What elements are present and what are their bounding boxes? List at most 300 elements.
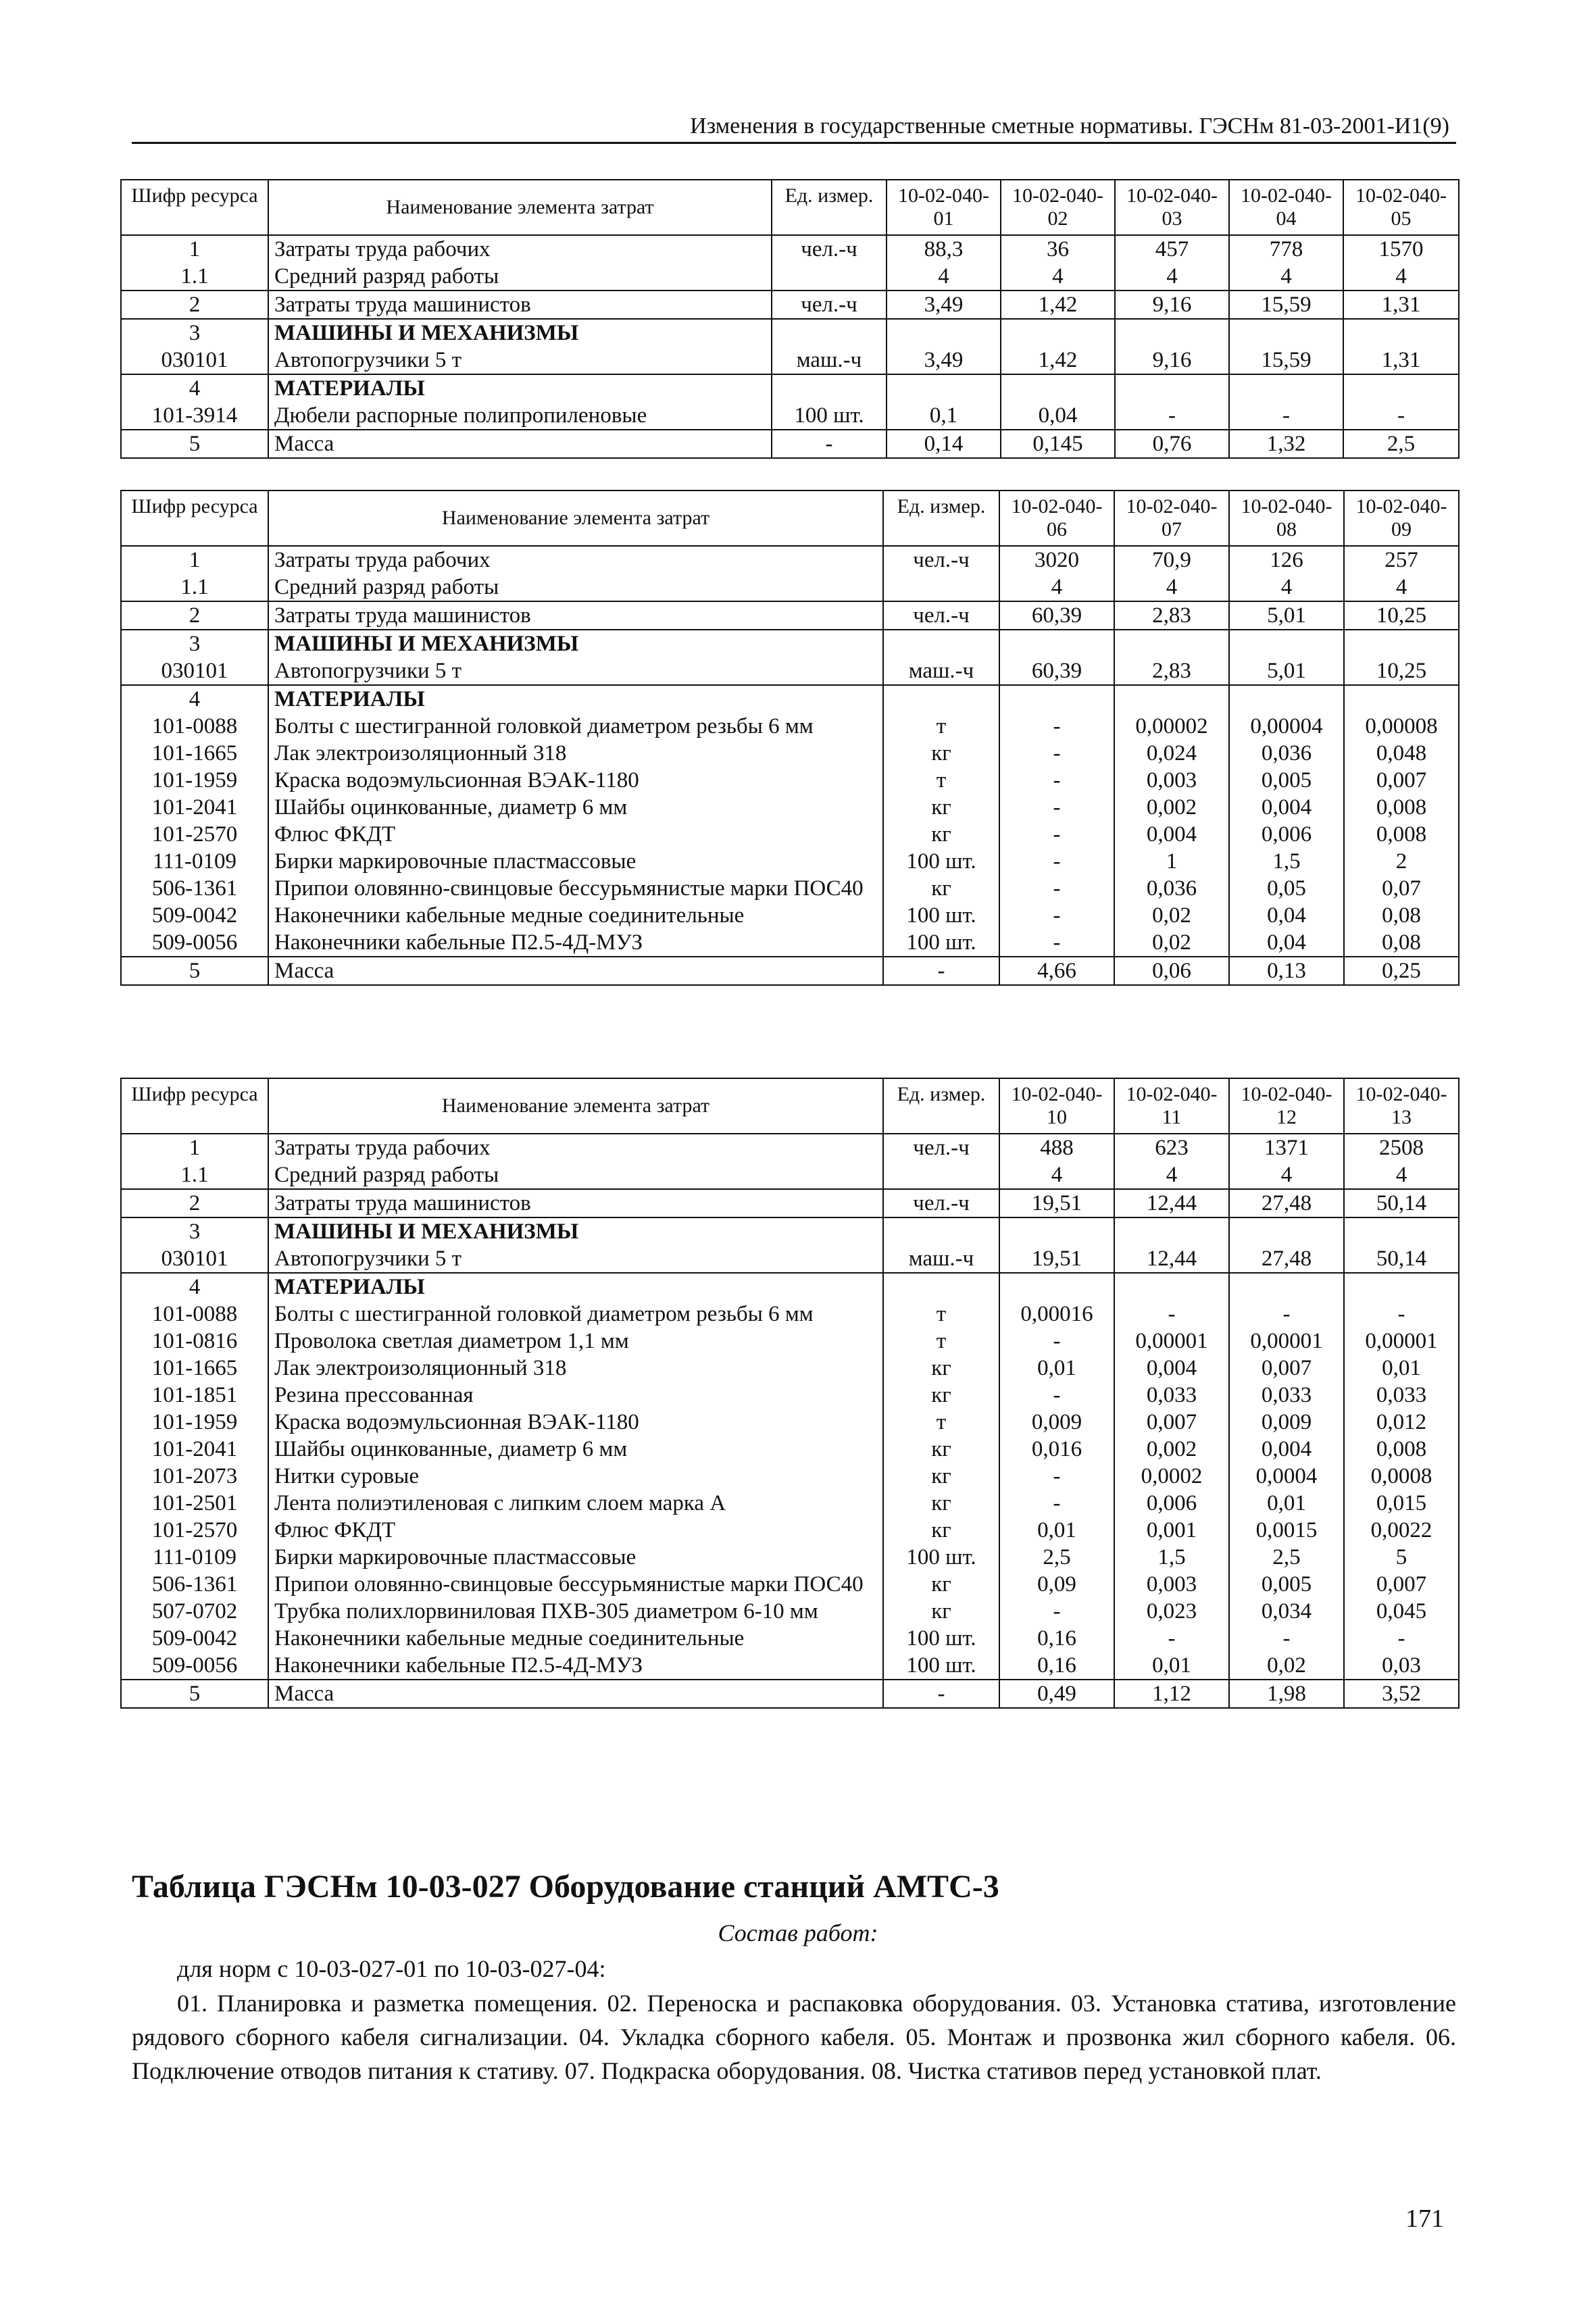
header-norm-code: 10-02-040-02 [1001,180,1115,235]
value-cell: 60,39 [999,657,1114,685]
value-cell: 0,06 [1114,957,1229,985]
value-cell: - [999,848,1114,875]
value-cell: 0,008 [1344,1436,1459,1463]
header-name: Наименование элемента затрат [268,180,772,235]
resource-name: Шайбы оцинкованные, диаметр 6 мм [268,1436,883,1463]
value-cell: 4 [1344,1161,1459,1189]
table-row [121,402,1459,430]
value-cell: 0,04 [1229,902,1344,929]
resource-code: 3 [121,319,268,347]
value-cell: 10,25 [1344,657,1459,685]
value-cell: 4 [887,263,1001,291]
table-row [121,1490,1459,1517]
resource-code: 507-0702 [121,1598,268,1625]
value-cell: 4 [1344,574,1459,601]
unit-cell [883,1273,999,1301]
resource-name: МАТЕРИАЛЫ [268,685,883,713]
resource-name: Припои оловянно-свинцовые бессурьмянистые марки ПОС40 [268,875,883,902]
value-cell: 0,006 [1229,821,1344,848]
value-cell: 0,1 [887,402,1001,430]
resource-table-1 [120,179,1460,459]
unit-cell: кг [883,1490,999,1517]
resource-name: Наконечники кабельные медные соединительные [268,902,883,929]
resource-name: Болты с шестигранной головкой диаметром резьбы 6 мм [268,713,883,740]
value-cell: 0,02 [1114,929,1229,957]
value-cell: 0,023 [1114,1598,1229,1625]
resource-code: 506-1361 [121,875,268,902]
resource-name: Краска водоэмульсионная ВЭАК-1180 [268,767,883,794]
unit-cell: кг [883,1382,999,1409]
value-cell: 0,024 [1114,740,1229,767]
value-cell [1344,1273,1459,1301]
value-cell: 88,3 [887,235,1001,263]
table-row [121,374,1459,402]
value-cell: 27,48 [1229,1245,1344,1273]
table-row [121,1382,1459,1409]
resource-name: Автопогрузчики 5 т [268,657,883,685]
value-cell: 50,14 [1344,1245,1459,1273]
table-row [121,1301,1459,1328]
value-cell: - [1344,1625,1459,1652]
value-cell: 2 [1344,848,1459,875]
value-cell [999,630,1114,657]
unit-cell: т [883,1328,999,1355]
table-row [121,657,1459,685]
value-cell: - [999,713,1114,740]
value-cell: 0,005 [1229,1571,1344,1598]
value-cell: 2,83 [1114,601,1229,630]
value-cell: - [1229,1301,1344,1328]
value-cell: - [999,875,1114,902]
value-cell: 0,145 [1001,430,1115,458]
value-cell: 0,005 [1229,767,1344,794]
unit-cell: кг [883,794,999,821]
unit-cell: 100 шт. [883,1544,999,1571]
value-cell: 0,02 [1229,1652,1344,1680]
table-row [121,1544,1459,1571]
value-cell: 4 [1114,1161,1229,1189]
value-cell [1343,319,1459,347]
resource-code: 111-0109 [121,1544,268,1571]
resource-table-2 [120,490,1460,986]
unit-cell [772,374,887,402]
table-row [121,1161,1459,1189]
resource-name: Флюс ФКДТ [268,1517,883,1544]
unit-cell: чел.-ч [772,291,887,319]
value-cell: 2,5 [999,1544,1114,1571]
table-row [121,740,1459,767]
resource-name: МАШИНЫ И МЕХАНИЗМЫ [268,319,772,347]
value-cell: 0,002 [1114,794,1229,821]
table-row [121,794,1459,821]
resource-name: МАТЕРИАЛЫ [268,374,772,402]
value-cell [1114,1217,1229,1245]
unit-cell [883,1217,999,1245]
value-cell: 0,002 [1114,1436,1229,1463]
resource-code: 5 [121,1680,268,1708]
unit-cell: маш.-ч [883,1245,999,1273]
resource-code: 101-1959 [121,767,268,794]
value-cell [999,1273,1114,1301]
value-cell: 0,006 [1114,1490,1229,1517]
value-cell: - [999,767,1114,794]
value-cell: 12,44 [1114,1189,1229,1217]
value-cell: 0,03 [1344,1652,1459,1680]
header-norm-code: 10-02-040-06 [999,491,1114,546]
resource-code: 509-0042 [121,902,268,929]
value-cell: 0,008 [1344,794,1459,821]
value-cell: 15,59 [1229,291,1343,319]
value-cell: - [999,902,1114,929]
resource-name: Трубка полихлорвиниловая ПХВ-305 диаметром 6-10 мм [268,1598,883,1625]
table-row [121,347,1459,374]
value-cell: 0,02 [1114,902,1229,929]
unit-cell: кг [883,875,999,902]
value-cell: 2508 [1344,1134,1459,1161]
value-cell: - [999,821,1114,848]
resource-name: Дюбели распорные полипропиленовые [268,402,772,430]
value-cell: 3,52 [1344,1680,1459,1708]
table-row [121,1189,1459,1217]
value-cell: 623 [1114,1134,1229,1161]
value-cell [1114,685,1229,713]
unit-cell [883,685,999,713]
resource-code: 101-1665 [121,740,268,767]
table-row [121,1355,1459,1382]
unit-cell: кг [883,821,999,848]
resource-name: Лак электроизоляционный 318 [268,1355,883,1382]
value-cell: 1,32 [1229,430,1343,458]
unit-cell [772,263,887,291]
resource-name: Затраты труда рабочих [268,235,772,263]
resource-name: Затраты труда рабочих [268,1134,883,1161]
value-cell [1344,685,1459,713]
value-cell: 0,08 [1344,929,1459,957]
value-cell [1229,1217,1344,1245]
value-cell: 0,09 [999,1571,1114,1598]
table-row [121,1598,1459,1625]
resource-code: 509-0056 [121,1652,268,1680]
resource-name: МАШИНЫ И МЕХАНИЗМЫ [268,1217,883,1245]
table-row [121,1273,1459,1301]
table-row [121,601,1459,630]
value-cell: 1,31 [1343,347,1459,374]
unit-cell: чел.-ч [883,1189,999,1217]
value-cell: 1,42 [1001,347,1115,374]
unit-cell: маш.-ч [883,657,999,685]
value-cell: 9,16 [1115,347,1229,374]
unit-cell [772,319,887,347]
value-cell: 0,00016 [999,1301,1114,1328]
resource-code: 509-0042 [121,1625,268,1652]
table-row [121,546,1459,574]
resource-name: Наконечники кабельные П2.5-4Д-МУЗ [268,929,883,957]
value-cell: - [1114,1301,1229,1328]
value-cell: 1371 [1229,1134,1344,1161]
value-cell: 0,00001 [1229,1328,1344,1355]
resource-name: Автопогрузчики 5 т [268,1245,883,1273]
value-cell: 0,034 [1229,1598,1344,1625]
resource-name: Лента полиэтиленовая с липким слоем марка А [268,1490,883,1517]
unit-cell: - [772,430,887,458]
value-cell [1001,374,1115,402]
value-cell: 0,001 [1114,1517,1229,1544]
value-cell: 0,01 [1344,1355,1459,1382]
table-row [121,1463,1459,1490]
resource-name: МАШИНЫ И МЕХАНИЗМЫ [268,630,883,657]
value-cell: 0,007 [1344,1571,1459,1598]
unit-cell: кг [883,1598,999,1625]
value-cell: 12,44 [1114,1245,1229,1273]
unit-cell: т [883,1301,999,1328]
value-cell: 3,49 [887,347,1001,374]
table-row [121,1652,1459,1680]
unit-cell: кг [883,1517,999,1544]
value-cell: 0,004 [1114,821,1229,848]
resource-code: 1 [121,546,268,574]
table-row [121,235,1459,263]
resource-code: 101-2073 [121,1463,268,1490]
value-cell [1115,374,1229,402]
header-name: Наименование элемента затрат [268,491,883,546]
value-cell [999,1217,1114,1245]
value-cell: 1,98 [1229,1680,1344,1708]
table-row [121,430,1459,458]
value-cell [1229,685,1344,713]
value-cell: 0,00002 [1114,713,1229,740]
value-cell: 778 [1229,235,1343,263]
resource-name: Шайбы оцинкованные, диаметр 6 мм [268,794,883,821]
resource-code: 101-0816 [121,1328,268,1355]
table-row [121,1134,1459,1161]
value-cell: 1,31 [1343,291,1459,319]
value-cell: 1,5 [1229,848,1344,875]
resource-code: 4 [121,685,268,713]
resource-name: Бирки маркировочные пластмассовые [268,848,883,875]
table-row [121,1680,1459,1708]
header-norm-code: 10-02-040-05 [1343,180,1459,235]
resource-code: 101-1959 [121,1409,268,1436]
value-cell: 0,00001 [1114,1328,1229,1355]
value-cell: 0,009 [999,1409,1114,1436]
page-number: 171 [1405,2205,1444,2233]
unit-cell: чел.-ч [883,546,999,574]
unit-cell: 100 шт. [883,1625,999,1652]
value-cell: 0,007 [1229,1355,1344,1382]
value-cell: 0,0002 [1114,1463,1229,1490]
resource-code: 101-2570 [121,821,268,848]
resource-name: Бирки маркировочные пластмассовые [268,1544,883,1571]
unit-cell: - [883,957,999,985]
value-cell: 0,036 [1114,875,1229,902]
unit-cell: 100 шт. [772,402,887,430]
resource-code: 030101 [121,1245,268,1273]
resource-code: 101-3914 [121,402,268,430]
resource-name: Средний разряд работы [268,263,772,291]
resource-code: 3 [121,1217,268,1245]
header-norm-code: 10-02-040-12 [1229,1078,1344,1134]
work-composition-text: 01. Планировка и разметка помещения. 02. Переноска и распаковка оборудования. 03. Установка статива, изготовление рядового сборного кабеля сигнализации. 04. Укладка сборного кабеля. 05. Монтаж и прозвонка жил сборного кабеля. 06. Подключение отводов питания к стативу. 07. Подкраска оборудования. 08. Чистка стативов перед установкой плат. [132,1990,1456,2084]
header-norm-code: 10-02-040-11 [1114,1078,1229,1134]
header-row [121,180,1459,235]
value-cell: 4 [1114,574,1229,601]
value-cell: 0,01 [1114,1652,1229,1680]
section-title: Таблица ГЭСНм 10-03-027 Оборудование станций АМТС-3 [132,1869,999,1905]
value-cell [1114,1273,1229,1301]
value-cell: 0,007 [1114,1409,1229,1436]
resource-code: 4 [121,1273,268,1301]
header-norm-code: 10-02-040-04 [1229,180,1343,235]
header-norm-code: 10-02-040-03 [1115,180,1229,235]
value-cell: 0,0008 [1344,1463,1459,1490]
resource-code: 101-2570 [121,1517,268,1544]
table-row [121,957,1459,985]
resource-name: Масса [268,957,883,985]
value-cell: 0,033 [1344,1382,1459,1409]
resource-name: МАТЕРИАЛЫ [268,1273,883,1301]
value-cell: 0,16 [999,1652,1114,1680]
unit-cell: т [883,767,999,794]
resource-code: 101-1665 [121,1355,268,1382]
resource-code: 030101 [121,347,268,374]
resource-code: 1 [121,1134,268,1161]
value-cell: 2,83 [1114,657,1229,685]
value-cell: 0,0015 [1229,1517,1344,1544]
value-cell: 4 [1001,263,1115,291]
running-header [132,108,1456,144]
value-cell: 0,25 [1344,957,1459,985]
value-cell: - [999,1382,1114,1409]
value-cell: 0,07 [1344,875,1459,902]
value-cell: 0,0022 [1344,1517,1459,1544]
resource-name: Наконечники кабельные медные соединительные [268,1625,883,1652]
header-unit: Ед. измер. [883,491,999,546]
value-cell: 0,015 [1344,1490,1459,1517]
resource-name: Болты с шестигранной головкой диаметром резьбы 6 мм [268,1301,883,1328]
value-cell: 0,003 [1114,1571,1229,1598]
value-cell: 1570 [1343,235,1459,263]
running-header-text: Изменения в государственные сметные нормативы. ГЭСНм 81-03-2001-И1(9) [690,114,1449,139]
table-row [121,1328,1459,1355]
composition-heading: Состав работ: [718,1919,878,1946]
resource-code: 030101 [121,657,268,685]
header-row [121,491,1459,546]
unit-cell: - [883,1680,999,1708]
value-cell: 457 [1115,235,1229,263]
value-cell: - [1229,402,1343,430]
value-cell: - [999,1328,1114,1355]
value-cell: - [1114,1625,1229,1652]
unit-cell: кг [883,1463,999,1490]
resource-code: 101-2501 [121,1490,268,1517]
value-cell: 0,01 [1229,1490,1344,1517]
header-norm-code: 10-02-040-09 [1344,491,1459,546]
unit-cell: кг [883,740,999,767]
value-cell: 50,14 [1344,1189,1459,1217]
value-cell: 3020 [999,546,1114,574]
unit-cell: т [883,713,999,740]
value-cell: 2,5 [1229,1544,1344,1571]
value-cell [1343,374,1459,402]
resource-name: Резина прессованная [268,1382,883,1409]
unit-cell: кг [883,1355,999,1382]
table-row [121,848,1459,875]
value-cell: 5,01 [1229,601,1344,630]
value-cell: - [999,794,1114,821]
header-unit: Ед. измер. [772,180,887,235]
value-cell [887,374,1001,402]
table-row [121,1217,1459,1245]
resource-name: Затраты труда рабочих [268,546,883,574]
value-cell: 0,16 [999,1625,1114,1652]
value-cell: 1,12 [1114,1680,1229,1708]
table-row [121,1625,1459,1652]
header-unit: Ед. измер. [883,1078,999,1134]
table-row [121,1436,1459,1463]
value-cell: 0,004 [1229,1436,1344,1463]
value-cell: 19,51 [999,1189,1114,1217]
value-cell: 60,39 [999,601,1114,630]
resource-name: Краска водоэмульсионная ВЭАК-1180 [268,1409,883,1436]
value-cell: 0,00008 [1344,713,1459,740]
resource-code: 1.1 [121,574,268,601]
header-code: Шифр ресурса [121,1078,268,1134]
table-row [121,821,1459,848]
value-cell: - [999,1490,1114,1517]
header-norm-code: 10-02-040-08 [1229,491,1344,546]
resource-code: 1.1 [121,263,268,291]
header-name: Наименование элемента затрат [268,1078,883,1134]
value-cell: 0,0004 [1229,1463,1344,1490]
value-cell [1115,319,1229,347]
value-cell [1229,374,1343,402]
value-cell [999,685,1114,713]
value-cell: 488 [999,1134,1114,1161]
resource-name: Флюс ФКДТ [268,821,883,848]
resource-table-3 [120,1078,1460,1709]
value-cell: 4 [1229,263,1343,291]
header-code: Шифр ресурса [121,180,268,235]
value-cell: 0,048 [1344,740,1459,767]
unit-cell: маш.-ч [772,347,887,374]
value-cell: 5 [1344,1544,1459,1571]
table-row [121,1517,1459,1544]
resource-code: 506-1361 [121,1571,268,1598]
value-cell: 0,009 [1229,1409,1344,1436]
value-cell: 0,007 [1344,767,1459,794]
value-cell: - [999,929,1114,957]
unit-cell: т [883,1409,999,1436]
value-cell: 0,01 [999,1517,1114,1544]
unit-cell: чел.-ч [883,1134,999,1161]
resource-code: 2 [121,1189,268,1217]
value-cell: 0,76 [1115,430,1229,458]
value-cell: 126 [1229,546,1344,574]
table-row [121,875,1459,902]
unit-cell: 100 шт. [883,1652,999,1680]
unit-cell: чел.-ч [883,601,999,630]
value-cell: 0,08 [1344,902,1459,929]
resource-code: 5 [121,957,268,985]
table-row [121,263,1459,291]
unit-cell: 100 шт. [883,902,999,929]
value-cell [1001,319,1115,347]
value-cell: 0,016 [999,1436,1114,1463]
resource-code: 101-2041 [121,1436,268,1463]
value-cell: 0,04 [1229,929,1344,957]
resource-name: Наконечники кабельные П2.5-4Д-МУЗ [268,1652,883,1680]
value-cell: - [1344,1301,1459,1328]
